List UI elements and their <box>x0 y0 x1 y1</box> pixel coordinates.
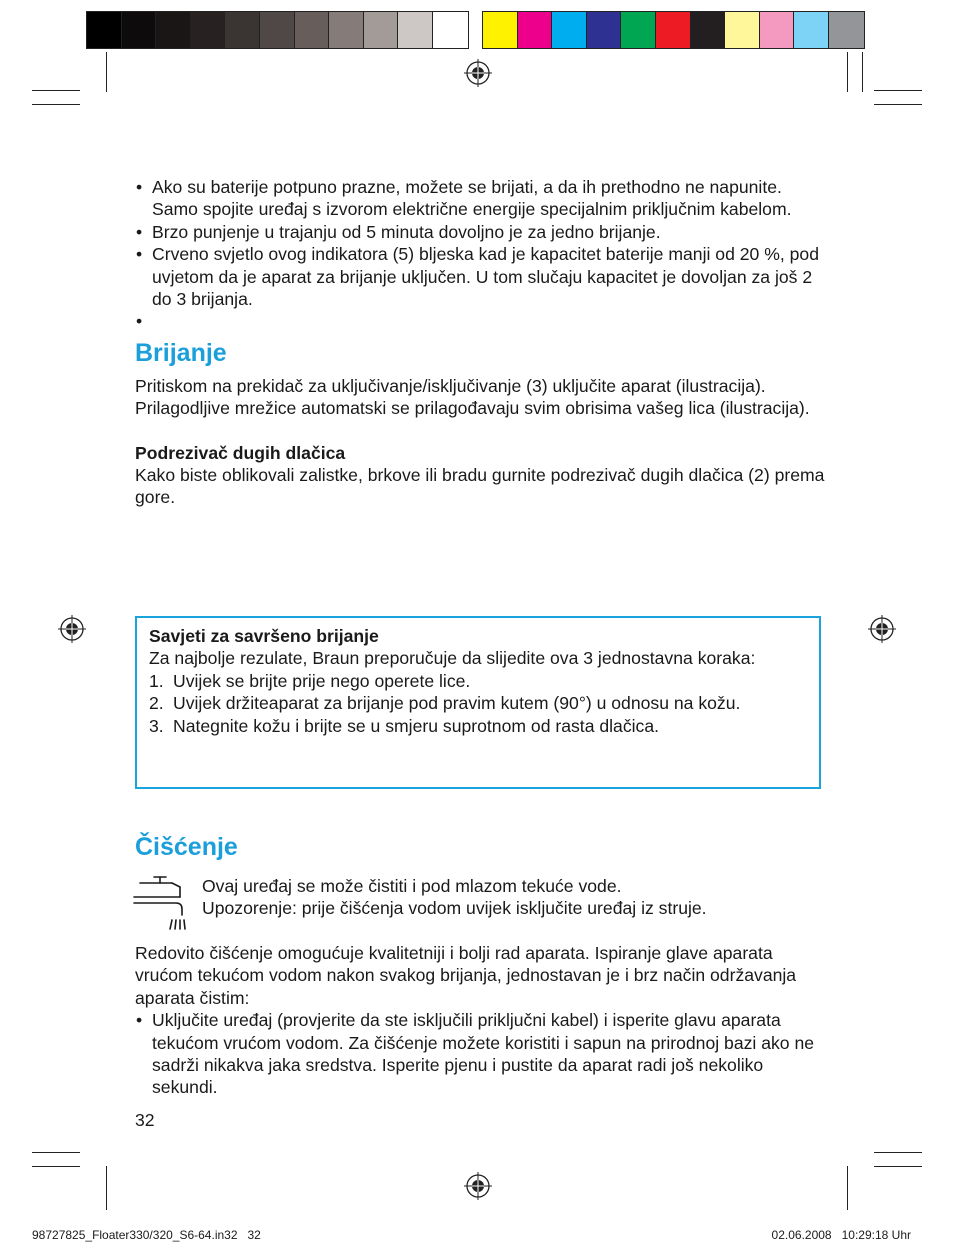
color-swatch <box>760 12 795 48</box>
registration-mark-icon <box>464 1172 492 1200</box>
color-calibration-bar-grayscale <box>86 11 469 49</box>
color-swatch <box>122 12 157 48</box>
color-calibration-bar-colors <box>482 11 865 49</box>
cleaning-body <box>135 942 825 1099</box>
tips-intro: Za najbolje rezulate, Braun preporučuje da slijedite ova 3 jednostavna koraka: <box>149 648 756 669</box>
water-note: Ovaj uređaj se može čistiti i pod mlazom tekuće vode. <box>202 876 622 896</box>
color-swatch <box>829 12 864 48</box>
water-tap-icon <box>132 873 192 933</box>
crop-mark <box>32 104 80 105</box>
color-swatch <box>398 12 433 48</box>
list-item: • Uključite uređaj (provjerite da ste isključili priključni kabel) i isperite glavu aparata tekućom vrućom vodom. Za čišćenje možete koristiti i sapun na prirodnoj bazi ako ne sadrži nikakva jaka sredstva. Isperite pjenu i pustite da aparat radi još nekoliko sekundi. <box>135 1009 825 1099</box>
color-swatch <box>656 12 691 48</box>
footer-timestamp: 02.06.2008 10:29:18 Uhr <box>771 1228 911 1242</box>
list-item: • Ako su baterije potpuno prazne, možete se brijati, a da ih prethodno ne napunite. Samo spojite uređaj s izvorom električne energije specijalnim priključnim kabelom. <box>135 176 825 221</box>
color-swatch <box>225 12 260 48</box>
water-warning-text: Upozorenje: prije čišćenja vodom uvijek isključite uređaj iz struje. <box>202 898 707 919</box>
color-swatch <box>191 12 226 48</box>
cleaning-section <box>135 832 825 862</box>
crop-mark <box>106 1166 107 1210</box>
crop-mark <box>874 90 922 91</box>
crop-mark <box>847 52 848 92</box>
trimmer-title: Podrezivač dugih dlačica <box>135 442 346 463</box>
color-swatch <box>87 12 122 48</box>
tips-box <box>135 616 821 789</box>
water-warning <box>202 875 832 920</box>
crop-mark <box>847 1166 848 1210</box>
footer-file-info: 98727825_Floater330/320_S6-64.in32 32 <box>32 1228 261 1242</box>
color-swatch <box>725 12 760 48</box>
crop-mark <box>874 1152 922 1153</box>
color-swatch <box>794 12 829 48</box>
page-content <box>135 176 825 509</box>
page-number: 32 <box>135 1110 155 1130</box>
crop-mark <box>32 90 80 91</box>
crop-mark <box>106 52 107 92</box>
color-swatch <box>329 12 364 48</box>
color-swatch <box>518 12 553 48</box>
tips-title: Savjeti za savršeno brijanje <box>149 626 379 646</box>
crop-mark <box>32 1166 80 1167</box>
crop-mark <box>874 104 922 105</box>
cleaning-paragraph: Redovito čišćenje omogućuje kvalitetniji i bolji rad aparata. Ispiranje glave aparata vrućom tekućom vodom nakon svakog brijanja, jednostavan je i brz način održavanja aparata čistim: <box>135 943 797 1008</box>
crop-mark <box>862 52 863 92</box>
list-item: • Brzo punjenje u trajanju od 5 minuta dovoljno je za jedno brijanje. <box>135 221 825 243</box>
color-swatch <box>483 12 518 48</box>
list-item: • Crveno svjetlo ovog indikatora (5) bljeska kad je kapacitet baterije manji od 20 %, pod uvjetom da je aparat za brijanje uključen. U tom slučaju kapacitet je dovoljan za još 2 do 3 brijanja. <box>135 243 825 310</box>
section-heading-shaving: Brijanje <box>135 338 227 367</box>
shaving-paragraph: Pritiskom na prekidač za uključivanje/isključivanje (3) uključite aparat (ilustracija). <box>135 375 766 396</box>
registration-mark-icon <box>58 615 86 643</box>
color-swatch <box>691 12 726 48</box>
color-swatch <box>260 12 295 48</box>
registration-mark-icon <box>464 59 492 87</box>
tips-steps-list <box>149 670 807 737</box>
crop-mark <box>874 1166 922 1167</box>
color-swatch <box>364 12 399 48</box>
color-swatch <box>433 12 468 48</box>
crop-mark <box>32 1152 80 1153</box>
list-item: 1. Uvijek se brijte prije nego operete lice. <box>149 670 471 691</box>
color-swatch <box>156 12 191 48</box>
color-swatch <box>295 12 330 48</box>
trimmer-text: Kako biste oblikovali zalistke, brkove ili bradu gurnite podrezivač dugih dlačica (2) prema gore. <box>135 465 825 508</box>
color-swatch <box>621 12 656 48</box>
list-item: 3. Nategnite kožu i brijte se u smjeru suprotnom od rasta dlačica. <box>149 715 660 736</box>
color-swatch <box>587 12 622 48</box>
list-item <box>135 310 825 332</box>
shaving-paragraph: Prilagodljive mrežice automatski se prilagođavaju svim obrisima vašeg lica (ilustracija). <box>135 398 810 419</box>
section-heading-cleaning: Čišćenje <box>135 833 238 861</box>
cleaning-bullet-list <box>135 1009 825 1099</box>
color-swatch <box>552 12 587 48</box>
registration-mark-icon <box>868 615 896 643</box>
list-item: 2. Uvijek držiteaparat za brijanje pod pravim kutem (90°) u odnosu na kožu. <box>149 693 741 714</box>
intro-bullet-list <box>135 176 825 333</box>
